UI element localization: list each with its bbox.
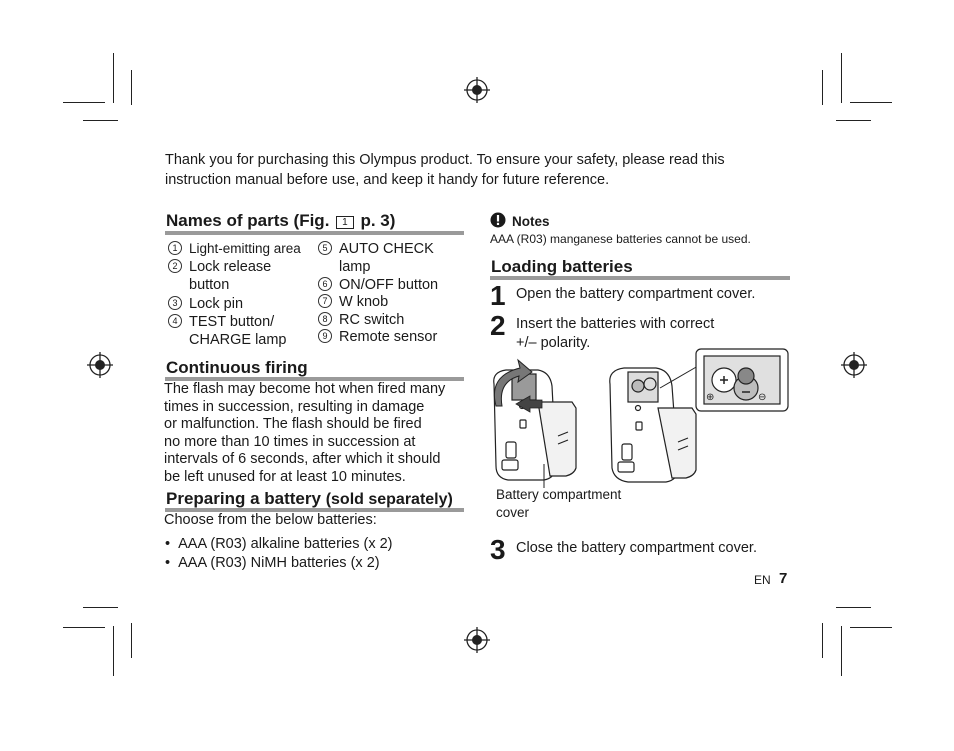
part-label: lamp <box>339 259 371 275</box>
battery-loading-illustration <box>488 346 793 496</box>
bullet-text: AAA (R03) NiMH batteries (x 2) <box>178 555 380 571</box>
notes-title: Notes <box>512 214 550 229</box>
figure-ref-box: 1 <box>336 216 354 229</box>
crop-mark <box>83 120 118 121</box>
crop-mark <box>841 53 842 103</box>
preparing-battery-heading <box>166 489 453 510</box>
text-line: +/– polarity. <box>516 335 591 351</box>
text-line: or malfunction. The flash should be fired <box>164 416 422 432</box>
crop-mark <box>131 70 132 105</box>
step-text: Close the battery compartment cover. <box>516 540 757 556</box>
battery-cover-caption <box>496 486 621 522</box>
part-label: Remote sensor <box>339 329 438 345</box>
heading-rule <box>490 276 790 280</box>
circled-number: 6 <box>318 277 332 291</box>
circled-number: 3 <box>168 296 182 310</box>
caption-line: Battery compartment <box>496 487 622 502</box>
crop-mark <box>841 626 842 676</box>
text-line: Insert the batteries with correct <box>516 316 715 332</box>
flash-unit-batteries <box>610 368 696 482</box>
step-number: 1 <box>490 280 506 311</box>
registration-mark-icon <box>87 352 113 378</box>
page-number: 7 <box>779 570 788 587</box>
circled-number: 4 <box>168 314 182 328</box>
crop-mark <box>113 53 114 103</box>
crop-mark <box>850 102 892 103</box>
part-label: TEST button/ <box>189 314 275 330</box>
part-label: W knob <box>339 294 389 310</box>
part-label: Lock pin <box>189 296 244 312</box>
registration-mark-icon <box>464 627 490 653</box>
crop-mark <box>63 627 105 628</box>
intro-text: Thank you for purchasing this Olympus product. To ensure your safety, please read this instruction manual before use, and keep it handy for future reference. <box>165 152 725 188</box>
registration-mark-icon <box>841 352 867 378</box>
part-label: ON/OFF button <box>339 277 439 293</box>
crop-mark <box>850 627 892 628</box>
text-line: no more than 10 times in succession at <box>164 433 416 450</box>
crop-mark <box>836 607 871 608</box>
part-label: button <box>189 277 230 293</box>
crop-mark <box>822 70 823 105</box>
heading-rule <box>165 231 464 235</box>
loading-batteries-heading: Loading batteries <box>491 257 633 276</box>
continuous-firing-text <box>164 381 445 486</box>
names-of-parts-heading <box>166 211 395 231</box>
circled-number: 8 <box>318 312 332 326</box>
part-label: AUTO CHECK <box>339 241 434 257</box>
crop-mark <box>822 623 823 658</box>
list-item: • AAA (R03) alkaline batteries (x 2) <box>165 536 393 552</box>
step-number: 3 <box>490 534 506 565</box>
caption-line: cover <box>496 505 530 520</box>
crop-mark <box>836 120 871 121</box>
heading-suffix: (sold separately) <box>325 491 453 508</box>
text-line: times in succession, resulting in damage <box>164 398 425 415</box>
step-text: Open the battery compartment cover. <box>516 286 756 302</box>
warning-icon <box>490 212 506 228</box>
flash-unit-open-cover <box>494 370 576 480</box>
minus-icon: ⊖ <box>758 392 767 403</box>
language-label: EN <box>754 573 771 587</box>
heading-text: Names of parts (Fig. <box>166 211 330 230</box>
registration-mark-icon <box>464 77 490 103</box>
continuous-firing-heading: Continuous firing <box>166 358 308 377</box>
part-label: Light-emitting area <box>189 241 301 256</box>
crop-mark <box>113 626 114 676</box>
text-line: be left unused for at least 10 minutes. <box>164 468 406 485</box>
part-label: Lock release <box>189 259 272 275</box>
crop-mark <box>131 623 132 658</box>
heading-text: Preparing a battery <box>166 489 321 508</box>
preparing-battery-intro: Choose from the below batteries: <box>164 512 377 528</box>
text-line: intervals of 6 seconds, after which it should <box>164 451 441 467</box>
circled-number: 5 <box>318 241 332 255</box>
plus-icon: ⊕ <box>706 392 715 403</box>
step-number: 2 <box>490 310 506 341</box>
text-line: The flash may become hot when fired many <box>164 381 446 397</box>
part-label: CHARGE lamp <box>189 332 287 348</box>
circled-number: 7 <box>318 294 332 308</box>
crop-mark <box>83 607 118 608</box>
circled-number: 1 <box>168 241 182 255</box>
part-label: RC switch <box>339 312 405 328</box>
list-item: • AAA (R03) NiMH batteries (x 2) <box>165 555 380 571</box>
crop-mark <box>63 102 105 103</box>
circled-number: 9 <box>318 329 332 343</box>
heading-text: p. 3) <box>360 211 396 230</box>
bullet-text: AAA (R03) alkaline batteries (x 2) <box>178 536 393 552</box>
circled-number: 2 <box>168 259 182 273</box>
notes-text: AAA (R03) manganese batteries cannot be used. <box>490 232 751 246</box>
